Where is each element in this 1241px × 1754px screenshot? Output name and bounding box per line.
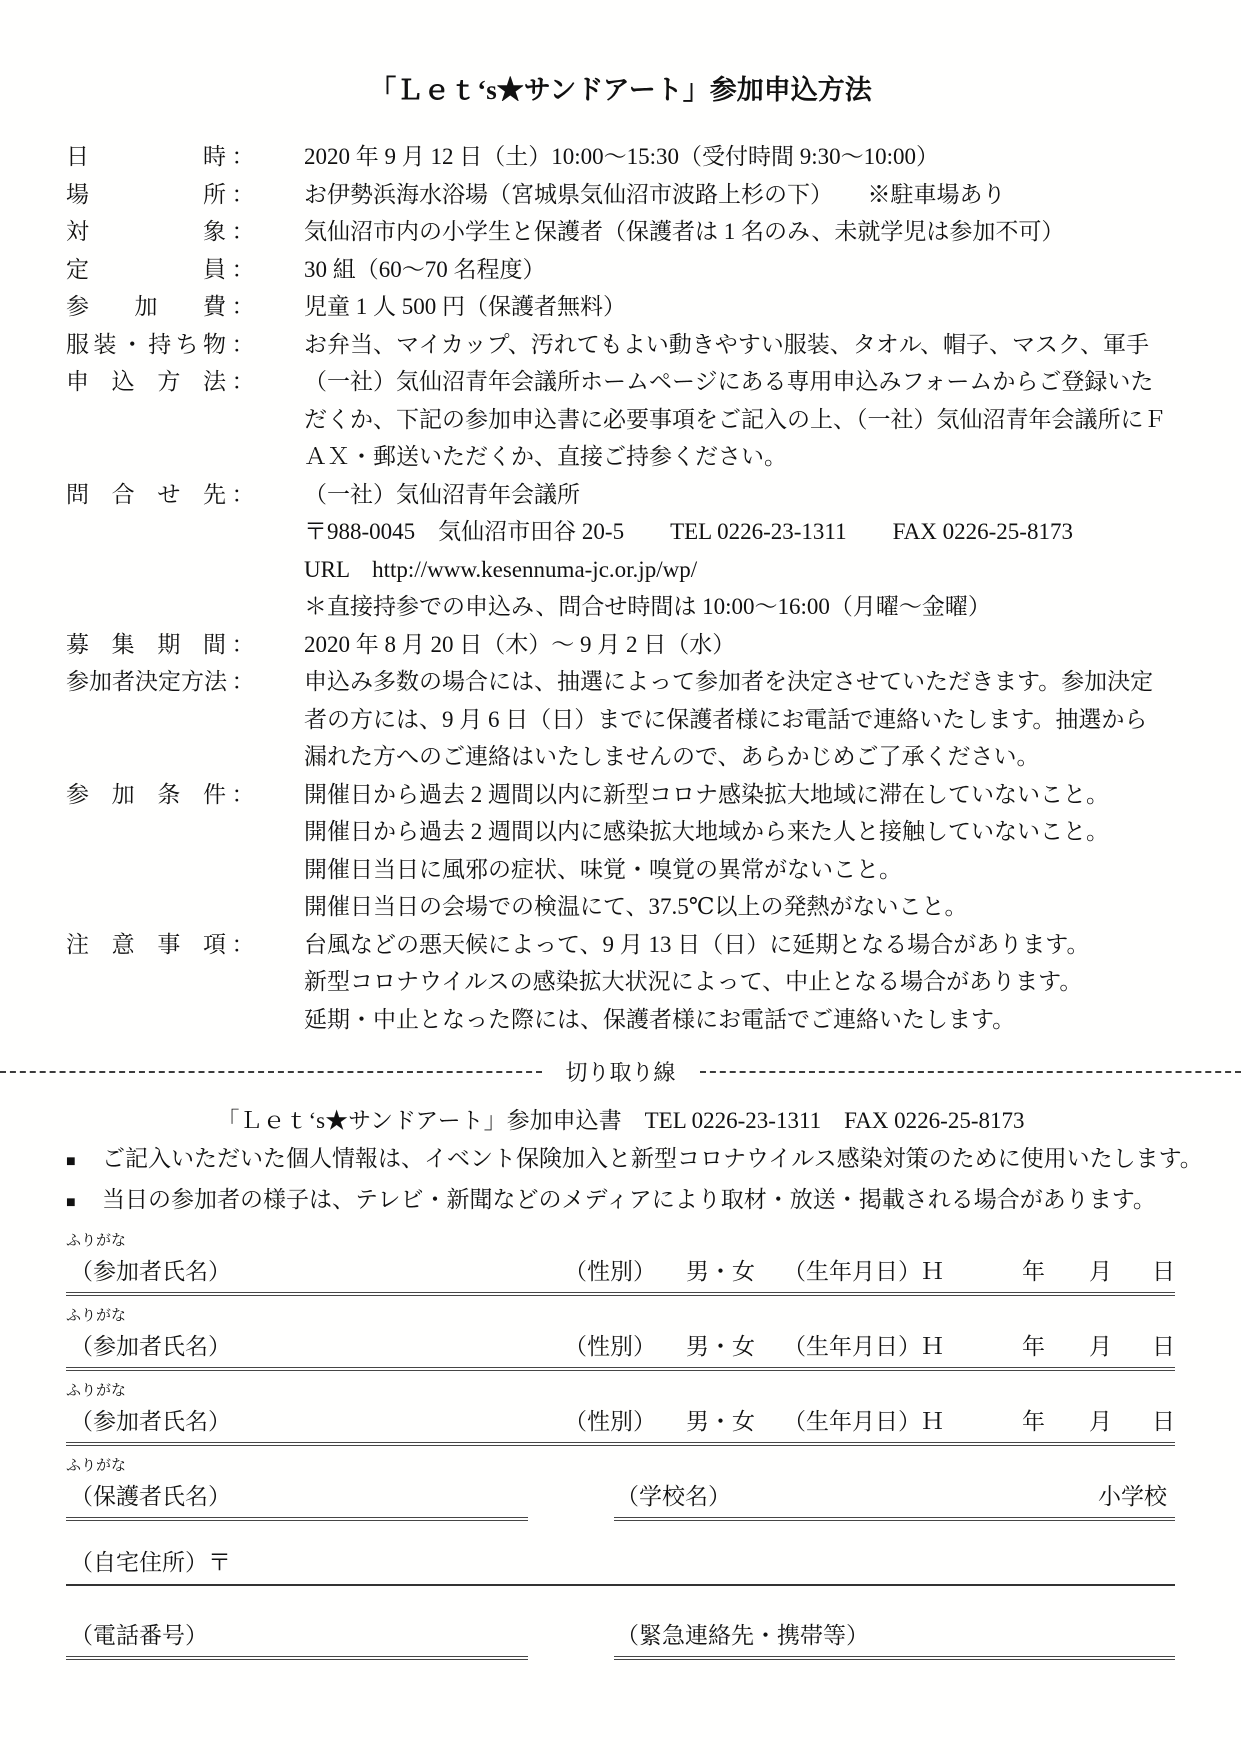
furigana-label: ふりがな [66, 1233, 127, 1249]
label-colon: ： [231, 144, 255, 169]
emergency-contact-label: （緊急連絡先・携帯等） [616, 1623, 869, 1648]
cut-line-dash-right [700, 1071, 1241, 1073]
info-label: 対象 [66, 219, 226, 244]
phone-number-field [66, 1618, 528, 1660]
info-line: 開催日当日に風邪の症状、味覚・嗅覚の異常がないこと。 [304, 856, 902, 882]
info-row-belongings [66, 326, 1175, 364]
privacy-note [66, 1140, 1203, 1180]
info-row-notes [66, 926, 1175, 1039]
gender-options: 男・女 [686, 1409, 755, 1434]
month-label: 月 [1089, 1409, 1112, 1434]
guardian-name-label: （保護者氏名） [70, 1484, 231, 1509]
info-row-conditions [66, 776, 1175, 926]
furigana-label: ふりがな [66, 1308, 127, 1324]
day-label: 日 [1152, 1259, 1175, 1284]
furigana-label: ふりがな [66, 1383, 127, 1399]
info-line: 台風などの悪天候によって、9 月 13 日（日）に延期となる場合があります。 [304, 931, 1090, 957]
participant-row [66, 1404, 1175, 1446]
phone-emergency-row [66, 1618, 1175, 1660]
year-label: 年 [1022, 1409, 1045, 1434]
info-row-fee [66, 288, 1175, 326]
month-label: 月 [1089, 1334, 1112, 1359]
label-colon: ： [231, 669, 255, 694]
label-colon: ： [231, 631, 255, 657]
info-label: 参加条件 [66, 781, 226, 807]
media-note [66, 1181, 1175, 1221]
label-colon: ： [231, 931, 255, 957]
info-label: 参加費 [66, 294, 226, 319]
participant-name-label: （参加者氏名） [70, 1334, 231, 1359]
info-row-location [66, 176, 1175, 214]
info-line: 開催日から過去 2 週間以内に新型コロナ感染拡大地域に滞在していないこと。 [304, 781, 1109, 807]
application-form-title: 「Ｌｅｔ‘s★サンドアート」参加申込書 TEL 0226-23-1311 FAX 0226-25-8173 [216, 1108, 1025, 1133]
home-address-label: （自宅住所）〒 [70, 1550, 231, 1575]
school-name-field [614, 1479, 1175, 1521]
info-row-capacity [66, 251, 1175, 289]
cut-line [0, 1053, 1241, 1090]
participant-row [66, 1254, 1175, 1296]
info-label: 場所 [66, 181, 226, 207]
cut-line-label: 切り取り線 [565, 1060, 676, 1085]
label-colon: ： [231, 256, 255, 282]
furigana-label: ふりがな [66, 1458, 127, 1474]
info-line: 新型コロナウイルスの感染拡大状況によって、中止となる場合があります。 [304, 969, 1083, 994]
gender-label: （性別） [564, 1409, 656, 1434]
contact-url: URL http://www.kesennuma-jc.or.jp/wp/ [304, 556, 698, 582]
info-row-recruitment-period [66, 626, 1175, 664]
square-bullet-icon: ■ [66, 1153, 76, 1170]
day-label: 日 [1152, 1334, 1175, 1359]
month-label: 月 [1089, 1259, 1112, 1284]
gender-options: 男・女 [686, 1334, 755, 1359]
info-line: 開催日当日の会場での検温にて、37.5℃以上の発熱がないこと。 [304, 894, 968, 919]
phone-number-label: （電話番号） [70, 1623, 208, 1648]
home-address-field [66, 1545, 1175, 1586]
school-name-label: （学校名） [616, 1484, 731, 1509]
participant-name-label: （参加者氏名） [70, 1259, 231, 1284]
info-label: 定員 [66, 256, 226, 282]
label-colon: ： [231, 781, 255, 807]
info-label: 申込方法 [66, 369, 226, 394]
info-line: だくか、下記の参加申込書に必要事項をご記入の上、（一社）気仙沼青年会議所にＦ [304, 406, 1167, 432]
info-label: 参加者決定方法 [66, 669, 227, 694]
info-row-datetime [66, 138, 1175, 176]
gender-label: （性別） [564, 1334, 656, 1359]
info-line: 開催日から過去 2 週間以内に感染拡大地域から来た人と接触していないこと。 [304, 819, 1109, 844]
info-line: 2020 年 8 月 20 日（木）～ 9 月 2 日（水） [304, 631, 736, 657]
cut-line-dash-left [0, 1071, 542, 1073]
info-line: お弁当、マイカップ、汚れてもよい動きやすい服装、タオル、帽子、マスク、軍手 [304, 331, 1150, 357]
info-row-contact [66, 476, 1175, 626]
info-label: 注意事項 [66, 931, 226, 957]
note-text: 当日の参加者の様子は、テレビ・新聞などのメディアにより取材・放送・掲載される場合があります。 [102, 1187, 1156, 1212]
label-colon: ： [231, 181, 255, 207]
event-info-section [66, 138, 1175, 1038]
info-line: 2020 年 9 月 12 日（土）10:00～15:30（受付時間 9:30～10:00） [304, 144, 940, 169]
gender-label: （性別） [564, 1259, 656, 1284]
info-line: （一社）気仙沼青年会議所ホームページにある専用申込みフォームからご登録いた [304, 369, 1154, 394]
info-row-audience [66, 213, 1175, 251]
info-label: 日時 [66, 144, 226, 169]
label-colon: ： [231, 294, 255, 319]
info-line: 申込み多数の場合には、抽選によって参加者を決定させていただきます。参加決定 [304, 669, 1154, 694]
year-label: 年 [1022, 1334, 1045, 1359]
birthdate-label: （生年月日）Ｈ [783, 1259, 944, 1284]
year-label: 年 [1022, 1259, 1045, 1284]
info-line: お伊勢浜海水浴場（宮城県気仙沼市波路上杉の下） ※駐車場あり [304, 181, 1006, 207]
participant-name-label: （参加者氏名） [70, 1409, 231, 1434]
birthdate-label: （生年月日）Ｈ [783, 1409, 944, 1434]
info-line: 気仙沼市内の小学生と保護者（保護者は 1 名のみ、未就学児は参加不可） [304, 219, 1065, 244]
gender-options: 男・女 [686, 1259, 755, 1284]
note-text: ご記入いただいた個人情報は、イベント保険加入と新型コロナウイルス感染対策のために使用いたします。 [102, 1146, 1203, 1171]
label-colon: ： [231, 219, 255, 244]
info-label: 募集期間 [66, 631, 226, 657]
info-row-selection-method [66, 663, 1175, 776]
page-title: 「Ｌｅｔ‘s★サンドアート」参加申込方法 [369, 75, 872, 105]
info-label: 問合せ先 [66, 481, 226, 507]
guardian-school-row [66, 1479, 1175, 1521]
emergency-contact-field [614, 1618, 1175, 1660]
square-bullet-icon: ■ [66, 1194, 76, 1211]
info-line: 漏れた方へのご連絡はいたしませんので、あらかじめご了承ください。 [304, 744, 1040, 769]
participant-row [66, 1329, 1175, 1371]
info-line: （一社）気仙沼青年会議所 [304, 481, 580, 507]
info-line: ＊直接持参での申込み、問合せ時間は 10:00～16:00（月曜～金曜） [304, 594, 991, 619]
day-label: 日 [1152, 1409, 1175, 1434]
info-line: ＡＸ・郵送いただくか、直接ご持参ください。 [304, 444, 787, 469]
info-line: 30 組（60～70 名程度） [304, 256, 546, 282]
label-colon: ： [231, 331, 255, 357]
guardian-name-field [66, 1479, 528, 1521]
label-colon: ： [231, 369, 255, 394]
label-colon: ： [231, 481, 255, 507]
info-line: 児童 1 人 500 円（保護者無料） [304, 294, 626, 319]
info-line: 〒988-0045 気仙沼市田谷 20-5 TEL 0226-23-1311 FAX 0226-25-8173 [304, 519, 1073, 544]
info-line: 延期・中止となった際には、保護者様にお電話でご連絡いたします。 [304, 1006, 1016, 1032]
info-line: 者の方には、9 月 6 日（日）までに保護者様にお電話で連絡いたします。抽選から [304, 706, 1148, 732]
school-suffix-label: 小学校 [1098, 1484, 1167, 1509]
birthdate-label: （生年月日）Ｈ [783, 1334, 944, 1359]
info-label: 服装・持ち物 [66, 331, 226, 357]
info-row-application-method [66, 363, 1175, 476]
